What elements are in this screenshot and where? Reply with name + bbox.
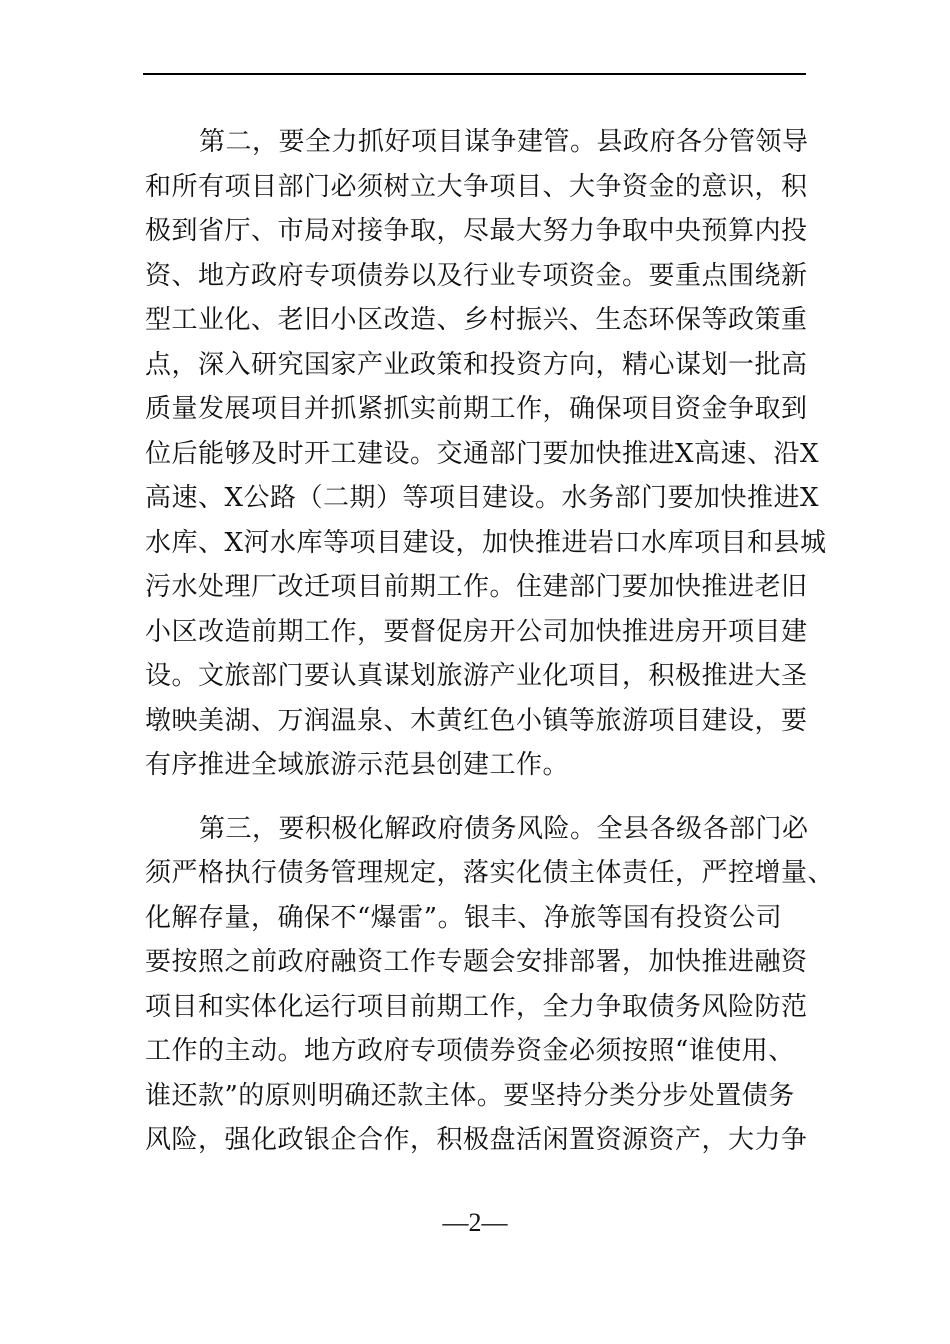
text-line: 质量发展项目并抓紧抓实前期工作，确保项目资金争取到 xyxy=(145,394,808,424)
text-line: 谁还款”的原则明确还款主体。要坚持分类分步处置债务 xyxy=(145,1080,795,1111)
text-line: 极到省厅、市局对接争取，尽最大努力争取中央预算内投 xyxy=(145,216,808,246)
text-line: 污水处理厂改迁项目前期工作。住建部门要加快推进老旧 xyxy=(145,572,808,602)
text-line: 风险，强化政银企合作，积极盘活闲置资源资产，大力争 xyxy=(145,1125,808,1155)
text-line: 资、地方政府专项债券以及行业专项资金。要重点围绕新 xyxy=(145,260,808,291)
text-line: 墩映美湖、万润温泉、木黄红色小镇等旅游项目建设，要 xyxy=(145,705,808,736)
text-line: 型工业化、老旧小区改造、乡村振兴、生态环保等政策重 xyxy=(145,305,808,335)
text-line: 须严格执行债务管理规定，落实化债主体责任，严控增量、 xyxy=(145,858,835,888)
text-line: 点，深入研究国家产业政策和投资方向，精心谋划一批高 xyxy=(145,349,808,380)
text-line: 水库、X河水库等项目建设，加快推进岩口水库项目和县城 xyxy=(145,527,827,558)
text-line: 和所有项目部门必须树立大争项目、大争资金的意识，积 xyxy=(145,171,808,202)
paragraph-second-point xyxy=(145,120,827,788)
text-line: 化解存量，确保不“爆雷”。银丰、净旅等国有投资公司 xyxy=(145,902,783,933)
text-line: 工作的主动。地方政府专项债券资金必须按照“谁使用、 xyxy=(145,1036,795,1066)
text-line: 有序推进全域旅游示范县创建工作。 xyxy=(145,750,570,780)
document-body xyxy=(145,120,835,1163)
text-line: 位后能够及时开工建设。交通部门要加快推进X高速、沿X xyxy=(145,438,820,469)
page-number: —2— xyxy=(442,1208,508,1237)
text-line: 高速、X公路（二期）等项目建设。水务部门要加快推进X xyxy=(145,483,820,513)
paragraph-third-point xyxy=(145,807,835,1163)
text-line: 要按照之前政府融资工作专题会安排部署，加快推进融资 xyxy=(145,947,808,977)
text-line: 项目和实体化运行项目前期工作，全力争取债务风险防范 xyxy=(145,991,808,1022)
text-line: 设。文旅部门要认真谋划旅游产业化项目，积极推进大圣 xyxy=(145,661,808,691)
text-line: 小区改造前期工作，要督促房开公司加快推进房开项目建 xyxy=(145,616,808,647)
text-line: 第二，要全力抓好项目谋争建管。县政府各分管领导 xyxy=(199,127,809,157)
header-rule xyxy=(143,73,806,75)
text-line: 第三，要积极化解政府债务风险。全县各级各部门必 xyxy=(199,813,809,844)
